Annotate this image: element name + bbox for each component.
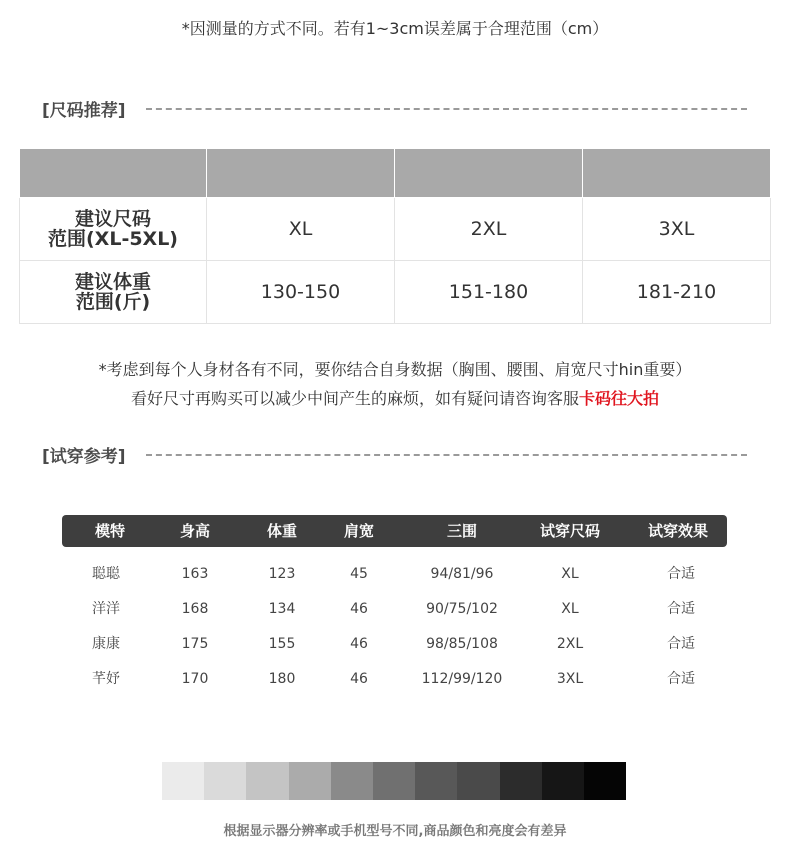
row-label-line: 范围(斤) — [75, 291, 151, 313]
table-row — [62, 662, 727, 697]
advice-text: 看好尺寸再购买可以减少中间产生的麻烦，如有疑问请咨询客服 — [130, 389, 579, 408]
gray-swatch — [415, 762, 457, 800]
table-cell: 洋洋 — [92, 601, 120, 617]
table-cell: XL — [561, 566, 579, 582]
table-cell: 46 — [350, 601, 368, 617]
table-cell: XL — [561, 601, 579, 617]
table-cell: 3XL — [583, 198, 771, 261]
table-cell: 130-150 — [207, 261, 395, 324]
size-section-label: [尺码推荐] — [42, 101, 126, 121]
table-row — [62, 557, 727, 592]
size-section-title — [42, 96, 747, 121]
table-cell: 98/85/108 — [426, 636, 498, 652]
gray-swatch — [246, 762, 288, 800]
table-cell: 175 — [181, 636, 209, 652]
header-cell — [395, 149, 583, 198]
table-cell: 94/81/96 — [430, 566, 494, 582]
table-cell: 合适 — [667, 636, 695, 652]
table-row — [20, 261, 771, 324]
table-cell: 合适 — [667, 566, 695, 582]
dashed-divider — [146, 454, 747, 456]
gray-swatch — [162, 762, 204, 800]
row-label-line: 范围(XL-5XL) — [48, 228, 178, 250]
column-header: 身高 — [179, 522, 211, 540]
row-label — [20, 261, 207, 324]
table-cell: 181-210 — [583, 261, 771, 324]
table-cell: 155 — [268, 636, 296, 652]
table-cell: 聪聪 — [92, 566, 120, 582]
row-label-line: 建议体重 — [74, 271, 151, 293]
table-cell: XL — [207, 198, 395, 261]
column-header: 三围 — [446, 522, 478, 540]
table-cell: 合适 — [667, 601, 695, 617]
column-header: 试穿尺码 — [539, 522, 601, 540]
header-cell — [20, 149, 207, 198]
gray-swatch — [331, 762, 373, 800]
table-cell: 康康 — [92, 636, 120, 652]
advice-line — [0, 384, 790, 413]
header-cell — [207, 149, 395, 198]
table-cell: 3XL — [556, 671, 584, 687]
gray-swatch — [204, 762, 246, 800]
table-row — [20, 198, 771, 261]
table-row — [62, 592, 727, 627]
table-cell: 芊妤 — [92, 671, 120, 687]
table-cell: 151-180 — [395, 261, 583, 324]
color-disclaimer: 根据显示器分辨率或手机型号不同,商品颜色和亮度会有差异 — [223, 824, 567, 839]
header-cell — [583, 149, 771, 198]
gray-swatch — [584, 762, 626, 800]
table-cell: 170 — [181, 671, 209, 687]
size-recommendation-table — [19, 149, 771, 324]
table-header-row — [20, 149, 771, 198]
fit-table-header — [62, 515, 727, 547]
fit-section-title — [42, 442, 747, 467]
row-label-line: 建议尺码 — [74, 208, 151, 230]
column-header: 体重 — [266, 522, 298, 540]
table-cell: 46 — [350, 671, 368, 687]
gray-swatch — [457, 762, 499, 800]
fit-advice-note — [0, 355, 790, 413]
column-header: 模特 — [94, 522, 126, 540]
table-cell: 123 — [268, 566, 296, 582]
gray-swatch — [542, 762, 584, 800]
gray-swatch — [500, 762, 542, 800]
row-label — [20, 198, 207, 261]
table-cell: 2XL — [395, 198, 583, 261]
advice-line: *考虑到每个人身材各有不同，要你结合自身数据（胸围、腰围、肩宽尺寸hin重要） — [98, 360, 692, 379]
column-header: 试穿效果 — [647, 522, 709, 540]
table-cell: 2XL — [556, 636, 584, 652]
table-cell: 163 — [181, 566, 209, 582]
table-cell: 112/99/120 — [421, 671, 503, 687]
advice-highlight: 卡码往大拍 — [579, 389, 660, 408]
table-row — [62, 627, 727, 662]
table-cell: 合适 — [667, 671, 695, 687]
table-cell: 46 — [350, 636, 368, 652]
fit-section-label: [试穿参考] — [42, 447, 126, 467]
table-cell: 180 — [268, 671, 296, 687]
measurement-note: *因测量的方式不同。若有1~3cm误差属于合理范围（cm） — [181, 19, 609, 38]
table-cell: 90/75/102 — [426, 601, 498, 617]
column-header: 肩宽 — [343, 522, 375, 540]
gray-swatch — [373, 762, 415, 800]
gray-swatch — [289, 762, 331, 800]
table-cell: 45 — [350, 566, 368, 582]
table-cell: 134 — [268, 601, 296, 617]
grayscale-swatch-strip — [162, 762, 626, 800]
dashed-divider — [146, 108, 747, 110]
table-cell: 168 — [181, 601, 209, 617]
